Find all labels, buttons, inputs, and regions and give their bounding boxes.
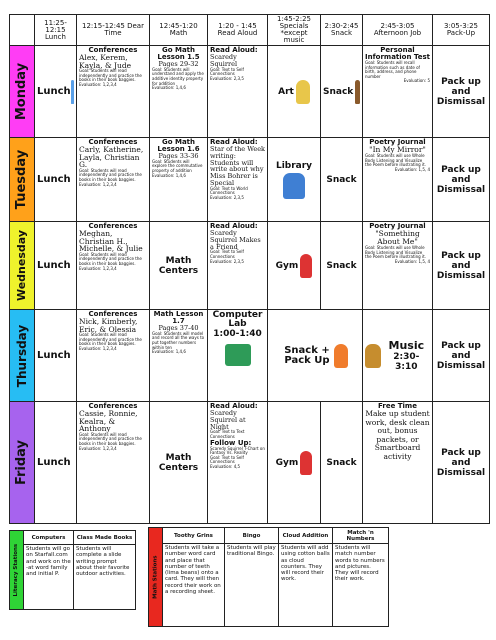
- goal-text: Goal: Students will recall information such as date of birth, address, and phone number: [365, 60, 420, 79]
- specials-label: Library: [275, 160, 313, 171]
- read-aloud-cell: [208, 402, 268, 524]
- read-aloud-cell: [208, 138, 268, 222]
- goal-text: Goal: Text to World Connections: [210, 185, 248, 196]
- lunch-cell: [35, 222, 77, 310]
- snack-cell: [321, 138, 363, 222]
- computer-clipart-icon: [225, 344, 251, 366]
- gym-clipart-icon: [300, 451, 312, 475]
- afternoon-job-cell: [363, 138, 433, 222]
- snack-label: Snack: [326, 174, 357, 185]
- follow-up-goal: Goal: Text to Self Connections: [210, 454, 244, 465]
- snack-cell: [321, 222, 363, 310]
- day-label-tuesday: Tuesday: [10, 138, 35, 222]
- read-aloud-cell: [208, 222, 268, 310]
- goal-text: Goal: Students will understand and apply the additive identity property for addition: [152, 66, 204, 86]
- evaluation-text: Evaluation: 1,4,6: [152, 85, 186, 91]
- evaluation-text: Evaluation: 1,4,6: [152, 349, 186, 355]
- station-text-cloud-addition: Students will add using cotton balls as cloud counters. They will record their work.: [279, 544, 333, 627]
- read-aloud-book: Scaredy Squirrel Makes a Friend: [210, 229, 261, 251]
- literacy-stations-table: [9, 530, 136, 610]
- evaluation-text: Evaluation: 2,3,5: [210, 194, 244, 200]
- follow-up-text: Scaredy Squirrel T-Chart on Fantasy Vs. Reality: [210, 445, 265, 456]
- math-centers-cell: Math Centers: [150, 402, 208, 524]
- dear-time-cell: [77, 402, 150, 524]
- snack-label: Snack: [326, 457, 357, 468]
- math-cell: [150, 310, 208, 402]
- header-specials: 1:45-2:25 Specials *except music: [268, 15, 321, 46]
- evaluation-text: Evaluation: 1,2,3,4: [79, 345, 117, 351]
- pack-up-cell: Pack up and Dismissal: [433, 402, 490, 524]
- pack-up-cell: Pack up and Dismissal: [433, 222, 490, 310]
- conferences-title: Conferences: [88, 138, 138, 146]
- goal-text: Goal: Text to Self Connections: [210, 249, 244, 259]
- afternoon-job-cell: [363, 222, 433, 310]
- day-label-wednesday: Wednesday: [10, 222, 35, 310]
- station-text-bingo: Students will play traditional Bingo.: [225, 544, 279, 627]
- math-lesson-title: Math Lesson 1.7: [153, 310, 204, 325]
- evaluation-text: Evaluation: 2,3,5: [210, 75, 244, 81]
- job-title: Poetry Journal: [369, 138, 426, 146]
- afternoon-job-cell: [363, 46, 433, 138]
- corner-cell: [10, 15, 35, 46]
- lunch-cell: [35, 310, 77, 402]
- job-title: Free Time: [378, 402, 417, 410]
- free-time-text: Make up student work, desk clean out, bonus packets, or Smartboard activity: [365, 409, 430, 461]
- math-stations-table: [148, 527, 389, 627]
- station-text-match-numbers: Students will match number words to numbers and pictures. They will record their work.: [333, 544, 389, 627]
- header-read-aloud: 1:20 - 1:45 Read Aloud: [208, 15, 268, 46]
- math-lesson-title: Go Math Lesson 1.6: [157, 138, 200, 153]
- literacy-stations-label: Literacy Stations: [10, 531, 24, 610]
- conferences-title: Conferences: [88, 222, 138, 230]
- specials-label: Gym: [275, 260, 299, 271]
- conference-names: Meghan, Christian H., Michelle, & Julie: [79, 229, 143, 254]
- math-cell: [150, 46, 208, 138]
- afternoon-job-cell: [363, 402, 433, 524]
- goal-text: Goal: Students will read independently and practice the books in their book baggies.: [79, 251, 142, 266]
- evaluation-text: Evaluation: 4,5: [210, 463, 241, 469]
- job-title: Poetry Journal: [369, 222, 426, 230]
- conferences-title: Conferences: [88, 402, 138, 410]
- math-pages: Pages 37-40: [158, 324, 199, 332]
- lunch-label: Lunch: [37, 457, 71, 468]
- library-clipart-icon: [283, 173, 305, 199]
- specials-label: Art: [278, 86, 294, 97]
- pack-up-cell: Pack up and Dismissal: [433, 46, 490, 138]
- conference-names: Alex, Kerem, Kayla, & Jude: [79, 53, 132, 70]
- math-stations-label: Math Stations: [149, 528, 163, 627]
- station-title-match-numbers: Match 'n Numbers: [333, 528, 389, 544]
- pack-up-cell: Pack up and Dismissal: [433, 310, 490, 402]
- pack-up-cell: Pack up and Dismissal: [433, 138, 490, 222]
- lunch-label: Lunch: [37, 350, 71, 361]
- station-text-toothy-grins: Students will take a number word card and place that number of teeth (lima beans) onto a card. They will then record their work on a recording sheet.: [163, 544, 225, 627]
- conference-names: Cassie, Ronnie, Kealra, & Anthony: [79, 409, 138, 434]
- header-lunch: 11:25-12:15 Lunch: [35, 15, 77, 46]
- poem-title: "Something About Me": [375, 229, 420, 246]
- header-math: 12:45-1:20 Math: [150, 15, 208, 46]
- row-tuesday: [10, 138, 490, 222]
- header-row: [10, 15, 490, 46]
- station-title-cloud-addition: Cloud Addition: [279, 528, 333, 544]
- row-friday: [10, 402, 490, 524]
- goal-text: Goal: Text to Self Connections: [210, 66, 244, 77]
- lunch-label: Lunch: [37, 86, 71, 97]
- evaluation-text: Evaluation: 1,2,3,4: [79, 445, 117, 451]
- snack-pack-up-label: Snack + Pack Up: [284, 344, 330, 366]
- music-time: 2:30-3:10: [393, 351, 420, 372]
- header-snack: 2:30-2:45 Snack: [321, 15, 363, 46]
- goal-text: Goal: Students will use Whole Body Listening and Visualize the Poem before illustrating it.: [365, 245, 426, 260]
- writing-task: Students will write about why Miss Bohrer is Special: [210, 158, 264, 187]
- goal-text: Goal: Students will explore the commutative property of addition: [152, 158, 203, 173]
- snack-label: Snack: [326, 260, 357, 271]
- conference-names: Nick, Kimberly, Eric, & Olessia: [79, 317, 138, 334]
- evaluation-text: Evaluation: 1,2,3,4: [79, 81, 117, 87]
- goal-text: Goal: Students will read independently and practice the books in their book baggies.: [79, 68, 142, 83]
- music-cell: [363, 310, 433, 402]
- evaluation-text: Evaluation: 1,5, 4: [394, 258, 430, 264]
- specials-label: Gym: [275, 457, 299, 468]
- goal-text: Goal: Students will read independently and practice the books in their book baggies.: [79, 332, 142, 347]
- conference-names: Carly, Katherine, Layla, Christian G.: [79, 145, 144, 170]
- conferences-title: Conferences: [88, 310, 138, 318]
- dear-time-cell: [77, 222, 150, 310]
- computer-lab-cell: [208, 310, 268, 402]
- read-aloud-cell: [208, 46, 268, 138]
- station-text-class-made-books: Students will complete a slide writing prompt about their favorite outdoor activities.: [74, 545, 136, 610]
- snack-label: Snack: [323, 86, 354, 97]
- artist-clipart-icon: [296, 80, 310, 104]
- read-aloud-book: Scaredy Squirrel at Night: [210, 409, 246, 431]
- dear-time-cell: [77, 310, 150, 402]
- goal-text: Goal: Students will model and record all the ways to put together numbers within ten: [152, 330, 205, 350]
- snack-pack-up-cell: [268, 310, 363, 402]
- goal-text: Goal: Students will use Whole Body Listening and Visualize the Poem before illustrating it.: [365, 153, 426, 168]
- math-centers-cell: Math Centers: [150, 222, 208, 310]
- math-pages: Pages 29-32: [158, 60, 199, 68]
- job-title: Personal Information Test: [365, 46, 430, 61]
- day-label-thursday: Thursday: [10, 310, 35, 402]
- goal-text: Goal: Students will read independently and practice the books in their book baggies.: [79, 167, 142, 182]
- math-cell: [150, 138, 208, 222]
- math-lesson-title: Go Math Lesson 1.5: [157, 46, 200, 61]
- snack-cell: [321, 402, 363, 524]
- specials-cell: [268, 138, 321, 222]
- gym-clipart-icon: [300, 254, 312, 278]
- read-aloud-title: Read Aloud:: [210, 46, 258, 54]
- read-aloud-title: Read Aloud:: [210, 402, 258, 410]
- header-dear-time: 12:15-12:45 Dear Time: [77, 15, 150, 46]
- goal-text: Goal: Text to Text Connections: [210, 429, 245, 439]
- snack-clipart-icon: [355, 80, 360, 104]
- lunch-label: Lunch: [37, 174, 71, 185]
- music-title: Music: [388, 338, 425, 352]
- guitar-clipart-icon: [365, 344, 381, 368]
- specials-cell: [268, 402, 321, 524]
- evaluation-text: Evaluation: 1,5, 4: [394, 166, 430, 172]
- computer-lab-time: 1:00-1:40: [213, 329, 262, 339]
- evaluation-text: Evaluation: 5: [403, 78, 430, 84]
- day-label-monday: Monday: [10, 46, 35, 138]
- snack-cell: [321, 46, 363, 138]
- lunch-cell: [35, 138, 77, 222]
- evaluation-text: Evaluation: 1,2,3,4: [79, 181, 117, 187]
- read-aloud-book: Star of the Week writing:: [210, 145, 265, 160]
- poem-title: "In My Mirror": [369, 145, 426, 154]
- station-title-toothy-grins: Toothy Grins: [163, 528, 225, 544]
- lunch-label: Lunch: [37, 260, 71, 271]
- read-aloud-book: Scaredy Squirrel: [210, 53, 238, 68]
- row-wednesday: [10, 222, 490, 310]
- read-aloud-title: Read Aloud:: [210, 138, 258, 146]
- backpack-clipart-icon: [334, 344, 348, 368]
- header-afternoon-job: 2:45-3:05 Afternoon Job: [363, 15, 433, 46]
- specials-cell: [268, 46, 321, 138]
- student-clipart-icon: [71, 80, 74, 104]
- read-aloud-title: Read Aloud:: [210, 222, 258, 230]
- dear-time-cell: [77, 138, 150, 222]
- evaluation-text: Evaluation: 1,2,3,4: [79, 265, 117, 271]
- evaluation-text: Evaluation: 2,3,5: [210, 258, 244, 264]
- lunch-cell: [35, 46, 77, 138]
- goal-text: Goal: Students will read independently and practice the books in their book baggies.: [79, 431, 142, 446]
- station-text-computers: Students will go on Starfall.com and work on the -at word family and initial P.: [24, 545, 74, 610]
- evaluation-text: Evaluation: 1,4,6: [152, 172, 186, 178]
- follow-up-title: Follow Up:: [210, 438, 252, 447]
- header-pack-up: 3:05-3:25 Pack-Up: [433, 15, 490, 46]
- station-title-class-made-books: Class Made Books: [74, 531, 136, 545]
- lunch-cell: [35, 402, 77, 524]
- station-title-bingo: Bingo: [225, 528, 279, 544]
- weekly-schedule-table: [9, 14, 490, 524]
- day-label-friday: Friday: [10, 402, 35, 524]
- math-pages: Pages 33-36: [158, 152, 199, 160]
- row-monday: [10, 46, 490, 138]
- computer-lab-title: Computer Lab: [212, 310, 263, 329]
- specials-cell: [268, 222, 321, 310]
- conferences-title: Conferences: [88, 46, 138, 54]
- station-title-computers: Computers: [24, 531, 74, 545]
- dear-time-cell: [77, 46, 150, 138]
- row-thursday: [10, 310, 490, 402]
